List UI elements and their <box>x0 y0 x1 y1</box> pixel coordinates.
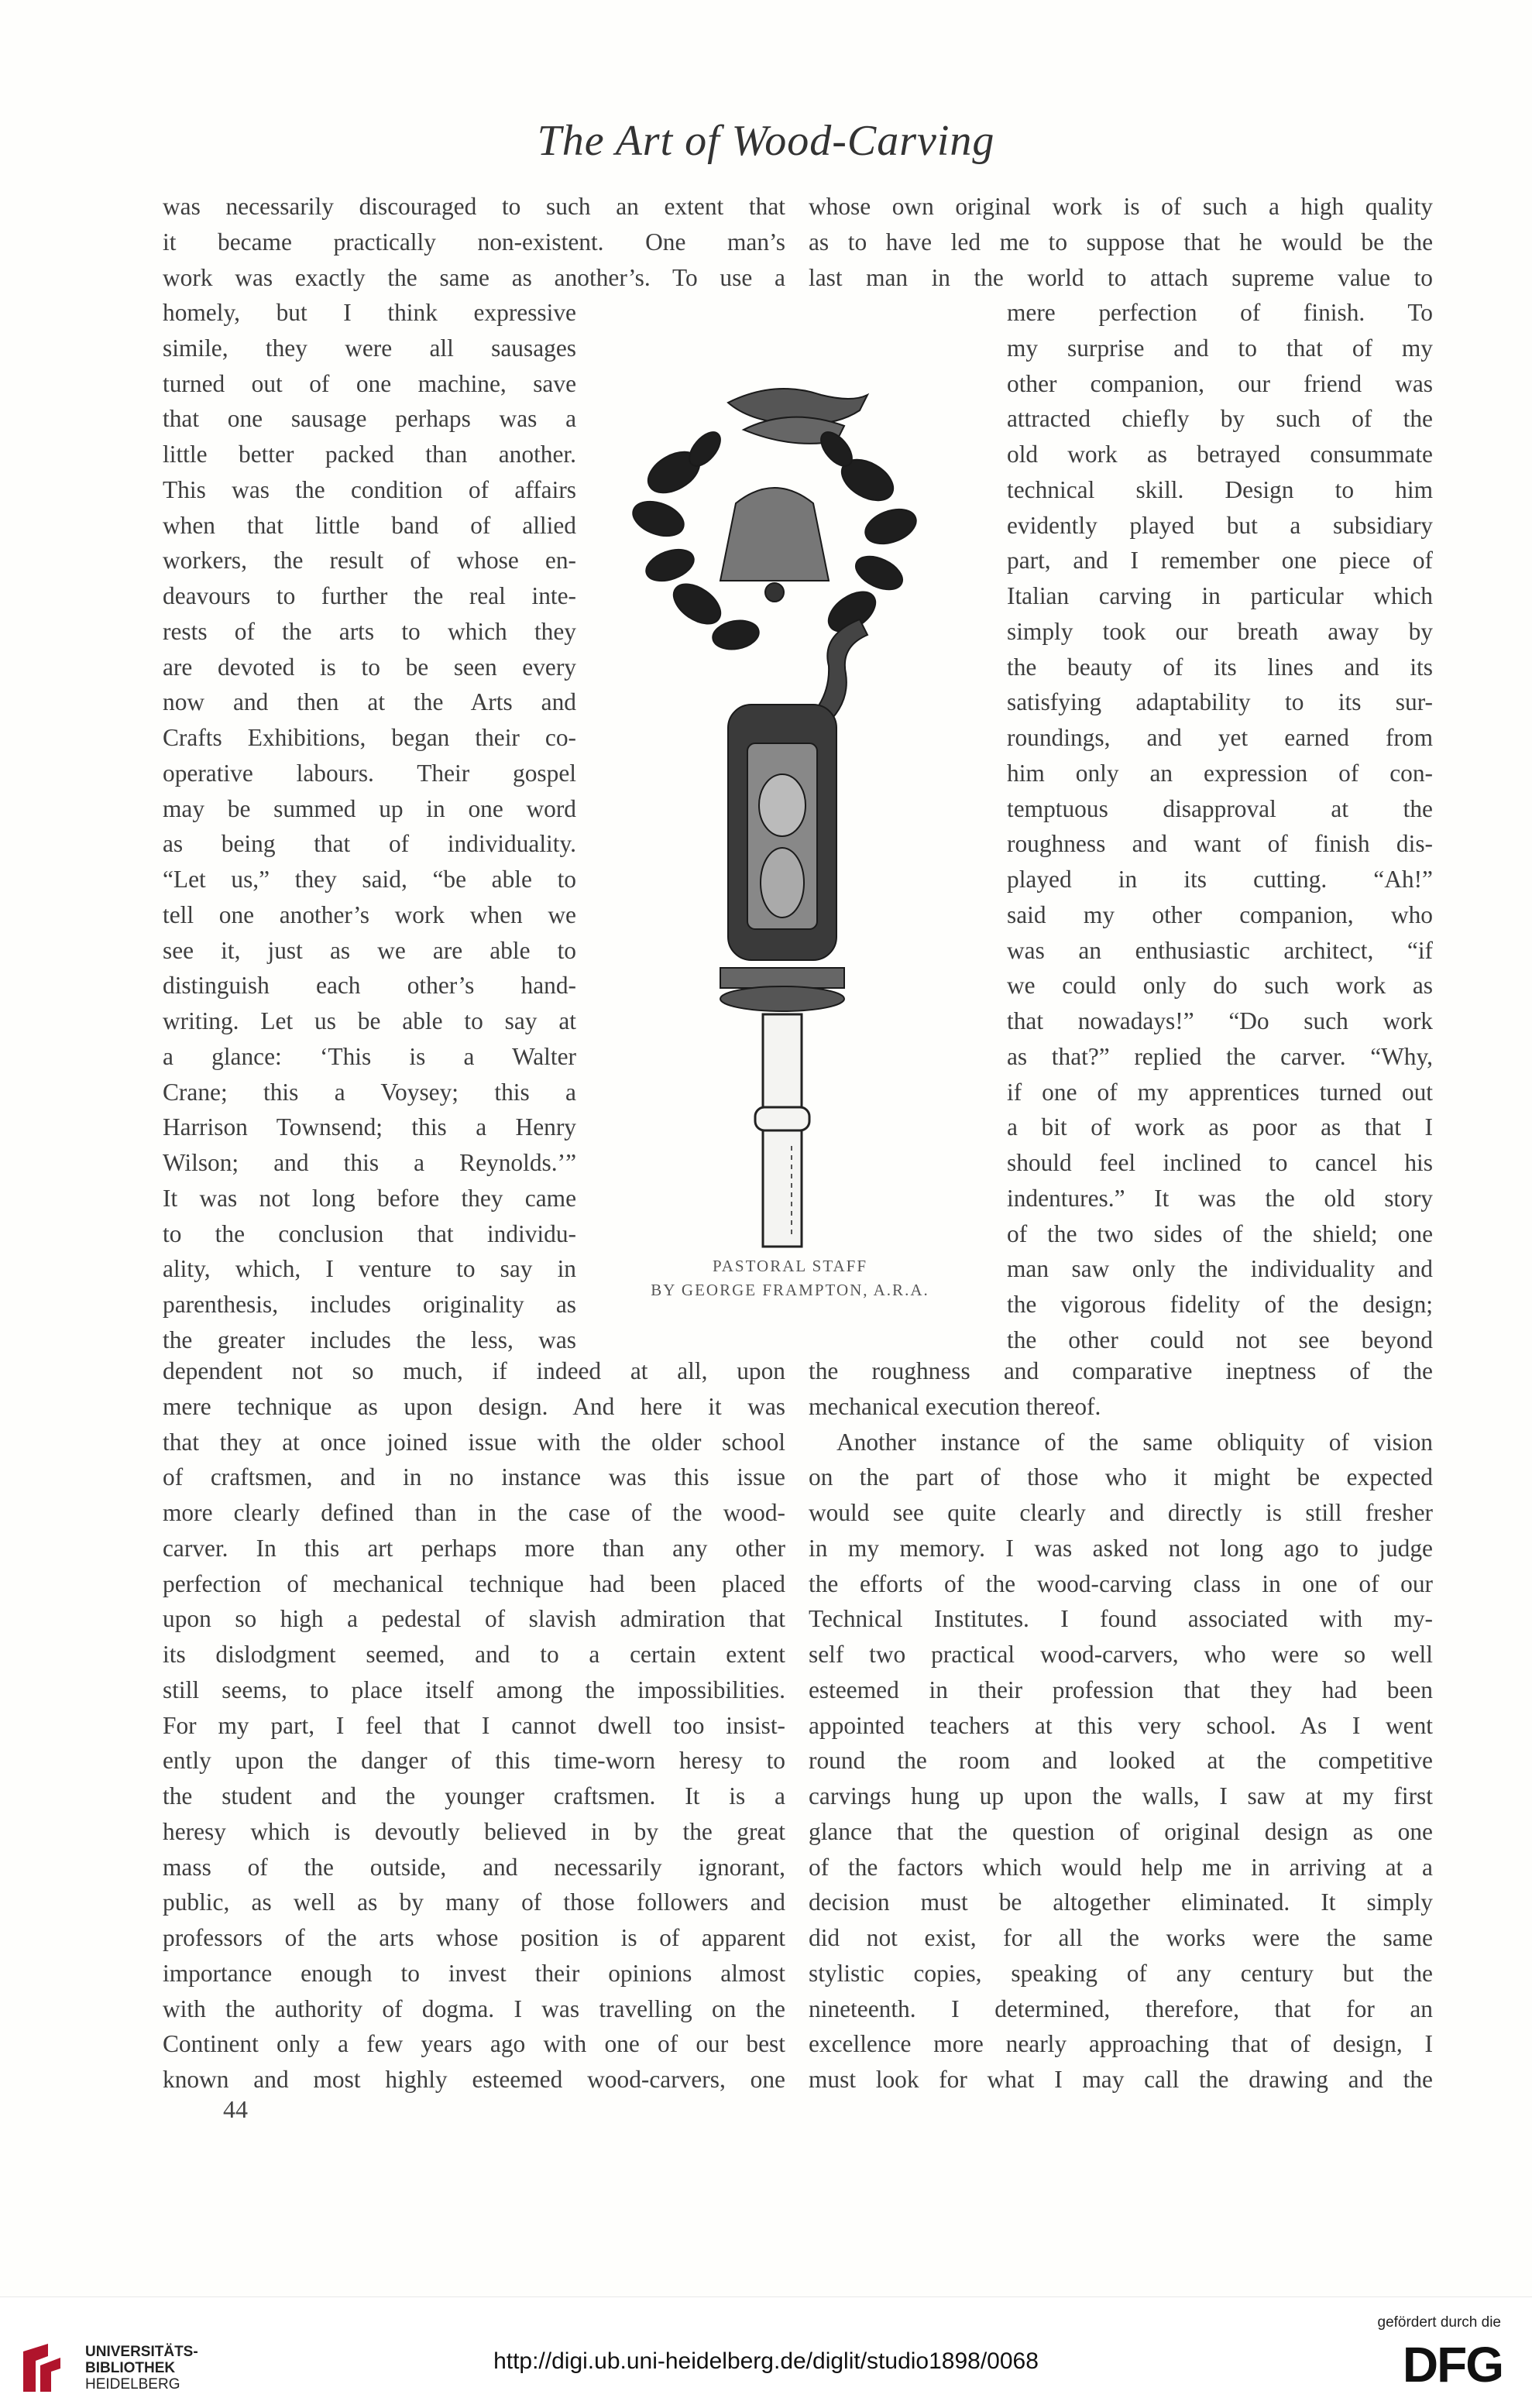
page-number: 44 <box>223 2095 248 2123</box>
text-line: satisfying adaptability to its sur- <box>1007 688 1433 716</box>
text-line: we could only do such work as <box>1007 972 1433 1000</box>
text-line: parenthesis, includes originality as <box>163 1291 576 1318</box>
text-line: ently upon the danger of this time-worn heresy to <box>163 1747 785 1775</box>
right-column-bottom <box>809 1353 1433 2098</box>
text-line: of the two sides of the shield; one <box>1007 1219 1433 1247</box>
funding-label: gefördert durch die <box>1377 2314 1501 2331</box>
text-line: the vigorous fidelity of the design; <box>1007 1291 1433 1318</box>
library-name-line3: HEIDELBERG <box>85 2376 180 2393</box>
left-column-top <box>163 189 785 295</box>
right-column-top <box>809 189 1433 295</box>
text-line: would see quite clearly and directly is still fresher <box>809 1499 1433 1526</box>
text-line: writing. Let us be able to say at <box>163 1007 576 1034</box>
text-line: decision must be altogether eliminated. It simply <box>809 1888 1433 1916</box>
text-line: appointed teachers at this very school. As I went <box>809 1711 1433 1739</box>
text-line: must look for what I may call the drawing and the <box>809 2066 1433 2093</box>
text-line: For my part, I feel that I cannot dwell too insist- <box>163 1711 785 1739</box>
text-line: excellence more nearly approaching that of design, I <box>809 2030 1433 2058</box>
text-line: mere technique as upon design. And here it was <box>163 1392 785 1420</box>
text-line: in my memory. I was asked not long ago to judge <box>809 1534 1433 1562</box>
text-line: Harrison Townsend; this a Henry <box>163 1113 576 1141</box>
text-line: simply took our breath away by <box>1007 617 1433 645</box>
text-line: as to have led me to suppose that he would be the <box>809 228 1433 256</box>
text-line: of the factors which would help me in arriving at a <box>809 1853 1433 1881</box>
text-line: more clearly defined than in the case of the wood- <box>163 1499 785 1526</box>
dfg-logo: DFG <box>1402 2337 1503 2393</box>
text-line: esteemed in their profession that they had been <box>809 1676 1433 1703</box>
text-line: last man in the world to attach supreme value to <box>809 263 1433 291</box>
text-line: nineteenth. I determined, therefore, that for an <box>809 1995 1433 2022</box>
text-line: public, as well as by many of those followers and <box>163 1888 785 1916</box>
text-line: the roughness and comparative ineptness of the <box>809 1357 1433 1384</box>
text-line: importance enough to invest their opinions almost <box>163 1959 785 1987</box>
digitization-footer <box>0 2297 1532 2408</box>
right-column-narrow <box>1007 295 1433 1358</box>
figure-caption <box>612 1254 968 1302</box>
text-line: mass of the outside, and necessarily ignorant, <box>163 1853 785 1881</box>
text-line: stylistic copies, speaking of any century but the <box>809 1959 1433 1987</box>
running-head: The Art of Wood-Carving <box>537 117 995 165</box>
text-line: Wilson; and this a Reynolds.’” <box>163 1149 576 1176</box>
text-line: see it, just as we are able to <box>163 936 576 964</box>
text-line: man saw only the individuality and <box>1007 1255 1433 1283</box>
text-line: Another instance of the same obliquity of vision <box>836 1428 1433 1456</box>
text-line: This was the condition of affairs <box>163 475 576 503</box>
library-name-line1: UNIVERSITÄTS- <box>85 2344 198 2360</box>
text-line: still seems, to place itself among the impossibilities. <box>163 1676 785 1703</box>
text-line: perfection of mechanical technique had been placed <box>163 1569 785 1597</box>
text-line: turned out of one machine, save <box>163 369 576 397</box>
text-line: did not exist, for all the works were the same <box>809 1924 1433 1951</box>
text-line: carver. In this art perhaps more than any other <box>163 1534 785 1562</box>
text-line: other companion, our friend was <box>1007 369 1433 397</box>
text-line: ality, which, I venture to say in <box>163 1255 576 1283</box>
text-line: that nowadays!” “Do such work <box>1007 1007 1433 1034</box>
text-line: to the conclusion that individu- <box>163 1219 576 1247</box>
text-line: the beauty of its lines and its <box>1007 653 1433 681</box>
text-line: dependent not so much, if indeed at all, upon <box>163 1357 785 1384</box>
text-line: It was not long before they came <box>163 1184 576 1212</box>
text-line: are devoted is to be seen every <box>163 653 576 681</box>
text-line: tell one another’s work when we <box>163 900 576 928</box>
text-line: that one sausage perhaps was a <box>163 405 576 433</box>
text-line: technical skill. Design to him <box>1007 475 1433 503</box>
permalink-url[interactable]: http://digi.ub.uni-heidelberg.de/diglit/studio1898/0068 <box>493 2348 1039 2374</box>
text-line: old work as betrayed consummate <box>1007 441 1433 468</box>
text-line: of craftsmen, and in no instance was this issue <box>163 1463 785 1491</box>
text-line: the other could not see beyond <box>1007 1326 1433 1353</box>
text-line: on the part of those who it might be expected <box>809 1463 1433 1491</box>
text-line: mere perfection of finish. To <box>1007 299 1433 326</box>
text-line: Continent only a few years ago with one of our best <box>163 2030 785 2058</box>
text-line: round the room and looked at the competitive <box>809 1747 1433 1775</box>
text-line: Italian carving in particular which <box>1007 582 1433 609</box>
text-line: carvings hung up upon the walls, I saw at my first <box>809 1782 1433 1809</box>
text-line: work was exactly the same as another’s. To use a <box>163 263 785 291</box>
text-line: that they at once joined issue with the older school <box>163 1428 785 1456</box>
text-line: whose own original work is of such a high quality <box>809 193 1433 220</box>
text-line: the student and the younger craftsmen. It is a <box>163 1782 785 1809</box>
text-line: was an enthusiastic architect, “if <box>1007 936 1433 964</box>
text-line: as that?” replied the carver. “Why, <box>1007 1042 1433 1070</box>
text-line: him only an expression of con- <box>1007 759 1433 787</box>
text-line: known and most highly esteemed wood-carvers, one <box>163 2066 785 2093</box>
text-line: rests of the arts to which they <box>163 617 576 645</box>
text-line: now and then at the Arts and <box>163 688 576 716</box>
text-line: temptuous disapproval at the <box>1007 794 1433 822</box>
text-line: operative labours. Their gospel <box>163 759 576 787</box>
text-line: if one of my apprentices turned out <box>1007 1078 1433 1106</box>
library-name-line2: BIBLIOTHEK <box>85 2360 176 2376</box>
text-line: should feel inclined to cancel his <box>1007 1149 1433 1176</box>
text-line: simile, they were all sausages <box>163 334 576 362</box>
text-line: homely, but I think expressive <box>163 299 576 326</box>
text-line: its dislodgment seemed, and to a certain extent <box>163 1641 785 1668</box>
text-line: said my other companion, who <box>1007 900 1433 928</box>
text-line: played in its cutting. “Ah!” <box>1007 866 1433 893</box>
text-line: as being that of individuality. <box>163 830 576 858</box>
text-line: a bit of work as poor as that I <box>1007 1113 1433 1141</box>
text-line: it became practically non-existent. One man’s <box>163 228 785 256</box>
text-line: roundings, and yet earned from <box>1007 724 1433 751</box>
text-line: professors of the arts whose position is of apparent <box>163 1924 785 1951</box>
text-line: upon so high a pedestal of slavish admiration that <box>163 1605 785 1633</box>
text-line: may be summed up in one word <box>163 794 576 822</box>
text-line: heresy which is devoutly believed in by the great <box>163 1817 785 1845</box>
text-line: “Let us,” they said, “be able to <box>163 866 576 893</box>
text-line: workers, the result of whose en- <box>163 547 576 575</box>
text-line: deavours to further the real inte- <box>163 582 576 609</box>
text-line: my surprise and to that of my <box>1007 334 1433 362</box>
text-line: glance that the question of original design as one <box>809 1817 1433 1845</box>
text-line: little better packed than another. <box>163 441 576 468</box>
text-line: self two practical wood-carvers, who were so well <box>809 1641 1433 1668</box>
caption-credit: BY GEORGE FRAMPTON, A.R.A. <box>651 1281 929 1299</box>
text-line: Technical Institutes. I found associated with my- <box>809 1605 1433 1633</box>
left-column-bottom <box>163 1353 785 2098</box>
pastoral-staff-illustration <box>612 372 953 1254</box>
text-line: indentures.” It was the old story <box>1007 1184 1433 1212</box>
left-column-narrow <box>163 295 576 1358</box>
text-line: part, and I remember one piece of <box>1007 547 1433 575</box>
text-line: distinguish each other’s hand- <box>163 972 576 1000</box>
text-line: was necessarily discouraged to such an extent that <box>163 193 785 220</box>
text-line: with the authority of dogma. I was travelling on the <box>163 1995 785 2022</box>
text-line: roughness and want of finish dis- <box>1007 830 1433 858</box>
text-line: mechanical execution thereof. <box>809 1392 1101 1420</box>
text-line: evidently played but a subsidiary <box>1007 511 1433 539</box>
text-line: a glance: ‘This is a Walter <box>163 1042 576 1070</box>
text-line: Crane; this a Voysey; this a <box>163 1078 576 1106</box>
caption-title: PASTORAL STAFF <box>712 1257 868 1275</box>
text-line: the efforts of the wood-carving class in one of our <box>809 1569 1433 1597</box>
text-line: when that little band of allied <box>163 511 576 539</box>
text-line: attracted chiefly by such of the <box>1007 405 1433 433</box>
text-line: the greater includes the less, was <box>163 1326 576 1353</box>
text-line: Crafts Exhibitions, began their co- <box>163 724 576 751</box>
